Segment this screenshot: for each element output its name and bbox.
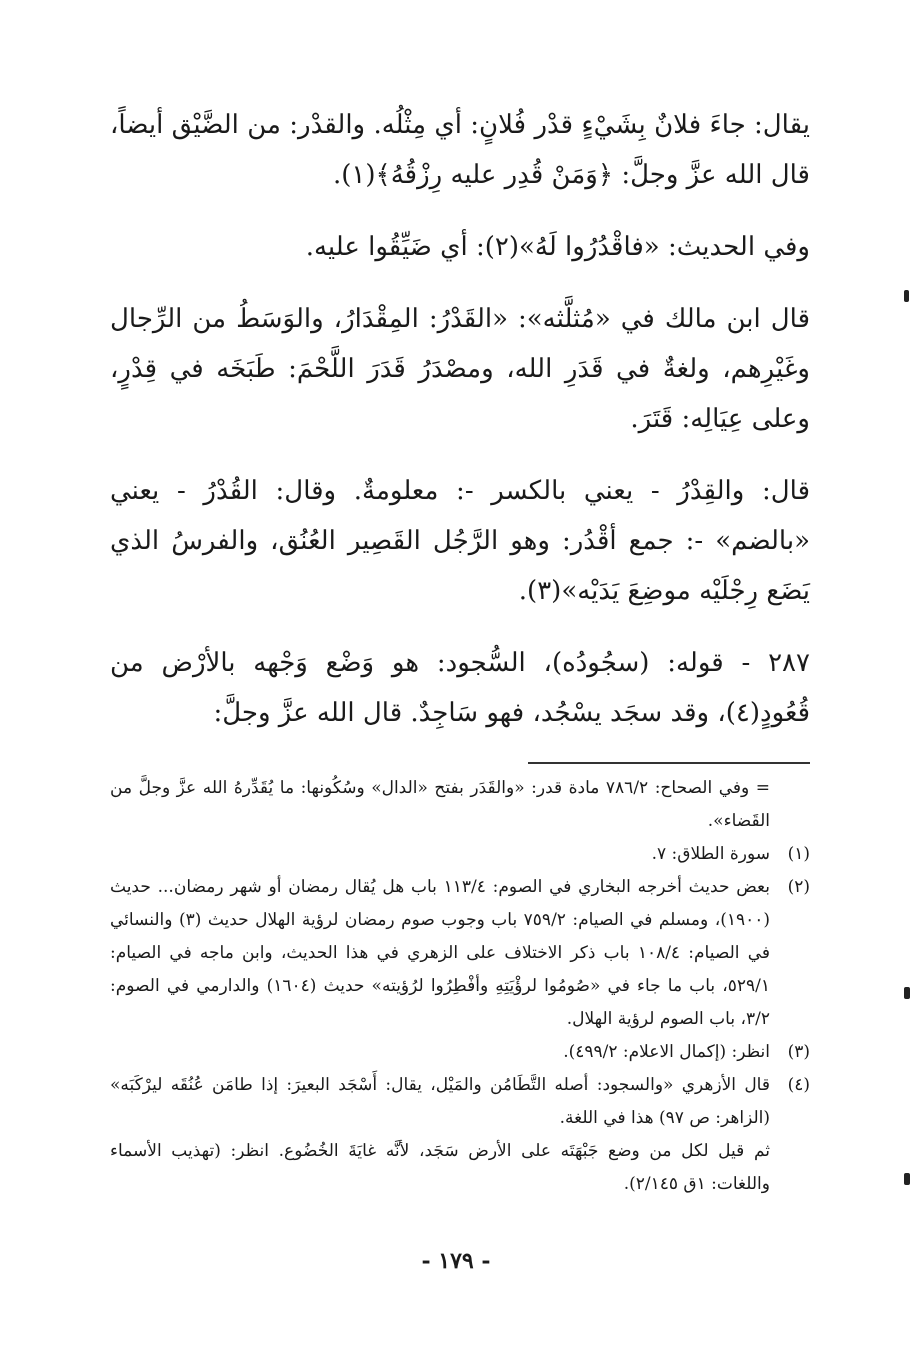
footnote-number: (٢)	[787, 877, 810, 897]
scan-mark	[904, 1173, 910, 1185]
paragraph-1: يقال: جاءَ فلانٌ بِشَيْءٍ قدْر فُلانٍ: أي مِثْلُه. والقدْر: من الضَّيْق أيضاً، قال الله عزَّ وجلَّ: ﴿وَمَنْ قُدِر عليه رِزْقُهُ﴾(١).	[110, 110, 810, 190]
paragraph-2: وفي الحديث: «فاقْدُرُوا لَهُ»(٢): أي ضَيِّقُوا عليه.	[305, 232, 810, 262]
footnote-number: (١)	[787, 844, 810, 864]
footnote-continuation: = وفي الصحاح: ٧٨٦/٢ مادة قدر: «والقَدَر بفتح «الدال» وسُكُونها: ما يُقَدِّرهُ الله عزَّ وجلَّ من القَضاء».	[110, 778, 770, 831]
scan-mark	[904, 290, 909, 302]
footnote-1	[110, 838, 810, 871]
page-number: - ١٧٩ -	[421, 1248, 491, 1274]
footnote-3	[110, 1036, 810, 1069]
footnote-4	[110, 1069, 810, 1135]
footnote-number: (٣)	[787, 1042, 810, 1062]
paragraph-3: قال ابن مالك في «مُثلَّثه»: «القَدْرُ: المِقْدَارُ، والوَسَطُ من الرِّجال وغَيْرِهم، ولغةٌ في قَدَرِ الله، ومصْدَرُ قَدَرَ اللَّحْمَ: طَبَخَه في قِدْرٍ، وعلى عِيَالِه: قَتَرَ.	[110, 304, 810, 434]
footnotes	[110, 772, 810, 1201]
main-text	[110, 100, 810, 760]
footnote-text: قال الأزهري «والسجود: أصله التَّطَامُن والمَيْل، يقال: أَسْجَد البعيرَ: إذا طامَن عُنُقَه ليرْكَبَه» (الزاهر: ص ٩٧) هذا في اللغة.	[110, 1075, 770, 1128]
footnote-text: سورة الطلاق: ٧.	[651, 844, 770, 864]
footnote-number: (٤)	[787, 1075, 810, 1095]
paragraph-4: قال: والقِدْرُ - يعني بالكسر -: معلومةٌ. وقال: القُدْرُ - يعني «بالضم» -: جمع أقْدُر: وهو الرَّجُل القَصِير العُنُق، والفرسُ الذي يَضَع رِجْلَيْه موضِعَ يَدَيْه»(٣).	[110, 476, 810, 606]
paragraph-5: ٢٨٧ - قوله: (سجُودُه)، السُّجود: هو وَضْع وَجْهه بالأرْض من قُعُودٍ(٤)، وقد سجَد يسْجُد، فهو سَاجِدٌ. قال الله عزَّ وجلَّ:	[110, 648, 810, 728]
footnote-2	[110, 871, 810, 1036]
footnote-text: بعض حديث أخرجه البخاري في الصوم: ١١٣/٤ باب هل يُقال رمضان أو شهر رمضان... حديث (١٩٠٠)، ومسلم في الصيام: ٧٥٩/٢ باب وجوب صوم رمضان لرؤية الهلال حديث (٣) والنسائي في الصيام: ١٠٨/٤ باب ذكر الاختلاف على الزهري في هذا الحديث، وابن ماجه في الصيام: ٥٢٩/١، باب ما جاء في «صُومُوا لرؤْيَتِهِ وأفْطِرُوا لرُؤيته» حديث (١٦٠٤) والدارمي في الصوم: ٣/٢، باب الصوم لرؤية الهلال.	[110, 877, 771, 1029]
scan-mark	[904, 987, 910, 999]
footnote-separator	[528, 762, 810, 764]
footnote-4-continued: ثم قيل لكل من وضع جَبْهَتَه على الأرض سَجَد، لأنَّه غايَةَ الخُضُوع. انظر: (تهذيب الأسماء واللغات: ١ق ٢/١٤٥).	[110, 1141, 770, 1194]
footnote-text: انظر: (إكمال الاعلام: ٤٩٩/٢).	[563, 1042, 770, 1062]
